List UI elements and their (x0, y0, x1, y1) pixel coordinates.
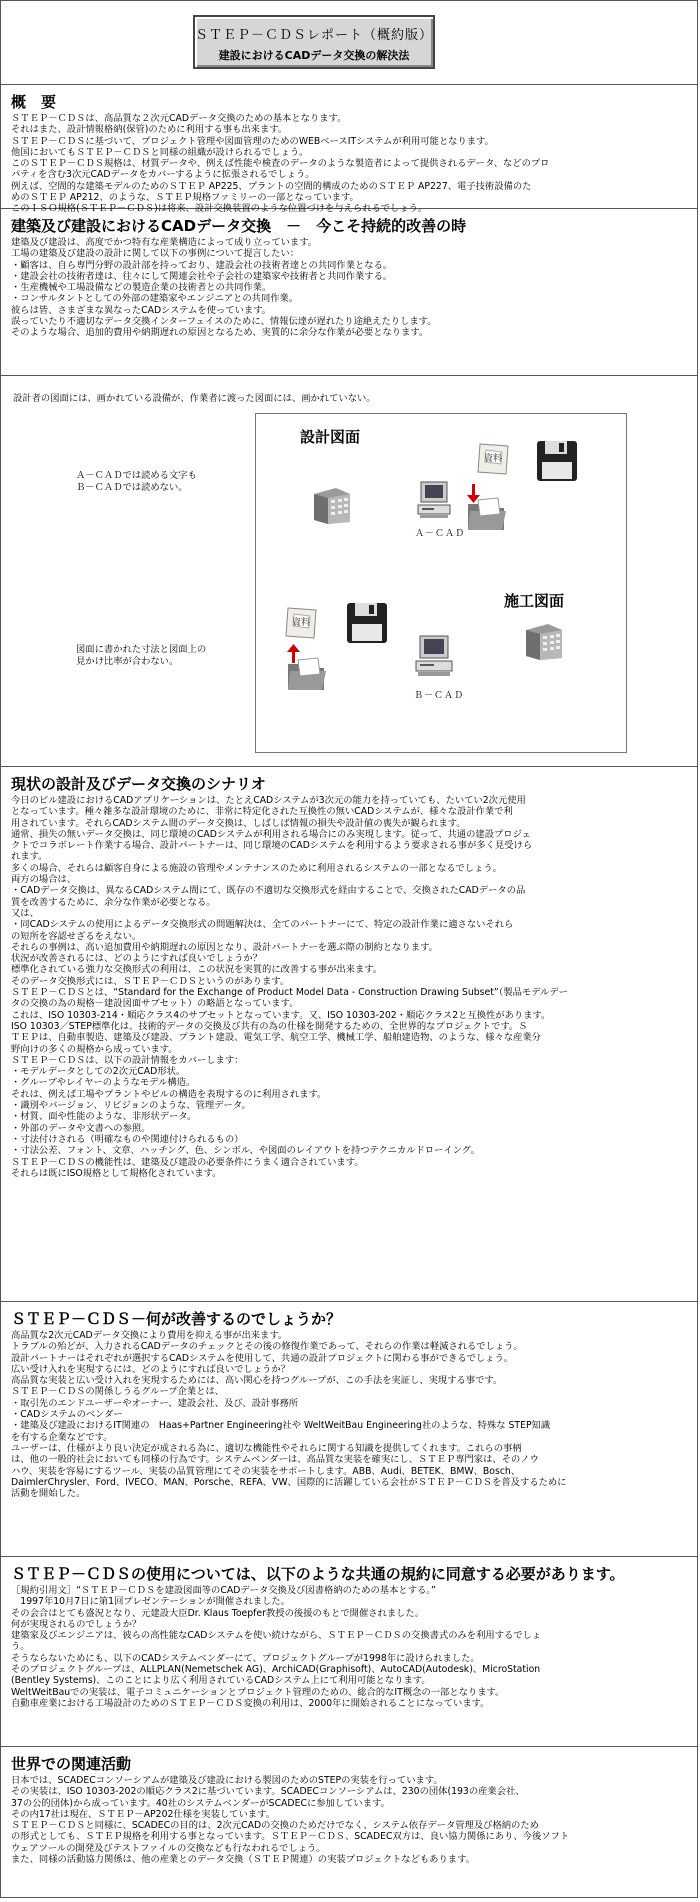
section-world-activities (1, 1747, 697, 1897)
text-line: を有する企業などです。 (11, 1431, 113, 1443)
section-current-scenario (1, 767, 697, 1302)
section-body (11, 113, 687, 215)
text-line: ＳＴＥＰ－ＣＤＳと同様に、SCADECの目的は、2次元CADの交換のためだけでなく、システム依存データ管理及び格納のため (11, 1820, 539, 1832)
section-body (11, 237, 687, 339)
text-line: トラブルの殆どが、入力されるCADデータのチェックとその後の修復作業であって、それらの作業は軽減されるでしょう。 (11, 1341, 523, 1353)
text-line: ISO 10303／STEP標準化は、技術的データの交換及び共有の為の仕様を開発するための、全世界的なプロジェクトです。Ｓ (11, 1020, 528, 1032)
text-line: ・モデルデータとしての2次元CAD形状。 (11, 1066, 186, 1078)
text-line: 又は、 (11, 907, 39, 919)
computer-icon (414, 634, 454, 678)
section-heading: 世界での関連活動 (11, 1755, 132, 1773)
section-construction-cad (1, 209, 697, 376)
section-overview (1, 85, 697, 215)
text-line: 質を改善するために、余分な作業が必要となる。 (11, 896, 216, 908)
text-line: これは、ISO 10303-214・順応クラス4のサブセットとなっています。又、ISO 10303-202・順応クラス2と互換性があります。 (11, 1009, 551, 1021)
text-line: それらの事例は、高い追加費用や納期遅れの原因となり、設計パートナーを選ぶ際の制約となります。 (11, 941, 438, 953)
text-line: 活動を開始した。 (11, 1488, 86, 1500)
text-line: このＳＴＥＰ－ＣＤＳ規格は、材質データや、例えば性能や検査のデータのような製造者によって提供されるデータ、などのプロ (11, 158, 550, 170)
text-line: そのような場合、追加的費用や納期遅れの原因となるため、実質的に余分な作業が必要となります。 (11, 327, 429, 339)
text-line: ウェアツールの開発及びテストファイルの交換なども行なわれるでしょう。 (11, 1842, 326, 1854)
text-line: ＳＴＥＰ－ＣＤＳは、高品質な２次元CADデータ交換のための基本となります。 (11, 113, 347, 124)
text-line: ＳＴＥＰ－ＣＤＳとは、“Standard for the Exchange of Product Model Data - Construction Drawing Subset”（製品モデルデー (11, 987, 568, 999)
diagram-intro: 設計者の図面には、画かれている設備が、作業者に渡った図面には、画かれていない。 (13, 393, 376, 404)
text-line: ・CADシステムのベンダー (11, 1409, 123, 1421)
text-line: 多くの場合、それらは顧客自身による施設の管理やメンテナンスのために利用されるシステムの一部となるでしょう。 (11, 862, 502, 874)
text-line: 標準化されている強力な交換形式の利用は、この状況を実質的に改善する事が出来ます。 (11, 964, 383, 976)
text-line: う。 (11, 1641, 30, 1653)
b-cad-label: Ｂ－ＣＡＤ (414, 691, 465, 701)
text-line: パティを含む3次元CADデータをカバーするように拡張されるでしょう。 (11, 169, 315, 181)
document-icon (474, 440, 514, 480)
building-icon (522, 620, 566, 662)
section-body (11, 1775, 687, 1865)
paper-tag-text: 資料 (483, 454, 503, 464)
text-line: ・建築及び建設におけるIT関連の Haas+Partner Engineering社や WeltWeitBau Engineering社のような、特殊な STEP知識 (11, 1420, 551, 1432)
text-line: 彼らは皆、さまざまな異なったCADシステムを使っています。 (11, 304, 272, 316)
text-line: 高品質な実装と広い受け入れを実現するためには、高い関心を持つグループが、この手法を実証し、実現する事です。 (11, 1375, 503, 1387)
text-line: ・寸法公差、フォント、文章、ハッチング、色、シンボル、や図面のレイアウトを持つテクニカルドローイング。 (11, 1145, 480, 1157)
note-line: 図面に書かれた寸法と図面上の (76, 644, 207, 655)
text-line: 1997年10月7日に第1回プレゼンテーションが開催されました。 (11, 1596, 290, 1608)
text-line: ・材質、面や性能のような、非形状データ。 (11, 1111, 197, 1123)
design-drawing-label: 設計図面 (300, 428, 361, 446)
section-diagram (1, 376, 697, 767)
computer-icon (416, 480, 452, 520)
note-dimension-mismatch (76, 644, 206, 668)
section-heading: ＳＴＥＰ－ＣＤＳの使用については、以下のような共通の規約に同意する必要があります。 (11, 1565, 625, 1583)
text-line: ＳＴＥＰ－ＣＤＳの関係しうるグループ企業とは、 (11, 1386, 225, 1398)
text-line: それらは既にISO規格として規格化されています。 (11, 1167, 222, 1179)
text-line: ・顧客は、自ら専門分野の設計部を持っており、建設会社の技術者達との共同作業となる。 (11, 259, 393, 271)
text-line: それは、例えば工場やプラントやビルの構造を表現するのに利用されます。 (11, 1088, 327, 1100)
text-line: ・グループやレイヤーのようなモデル構造。 (11, 1077, 196, 1089)
text-line: 37の公的団体)から成っています。40社のシステムベンダーがSCADECに参加しています。 (11, 1797, 390, 1809)
text-line: となっています。種々雑多な設計環境のために、非常に特定化された互換性の無いCADシステムが、様々な設計作業で利 (11, 806, 513, 818)
text-line: ＳＴＥＰ－ＣＤＳに基づいて、プロジェクト管理や図面管理のためのWEBベースITシステムが利用可能となります。 (11, 135, 494, 147)
text-line: ・生産機械や工場設備などの製造企業の技術者との共同作業。 (11, 282, 272, 294)
text-line: ・CADデータ交換は、異なるCADシステム間にて、既存の不適切な交換形式を経由することで、交換されたCADデータの品 (11, 885, 526, 897)
text-line: ＴＥＰは、自動車製造、建築及び建設、プラント建設、電気工学、航空工学、機械工学、船舶建造物、のような、様々な産業分 (11, 1032, 541, 1044)
text-line: 誤っていたり不適切なデータ交換インターフェイスのために、情報伝達が遅れたり途絶えたりします。 (11, 316, 437, 328)
text-line: ［規約引用文］“ＳＴＥＰ－ＣＤＳを建設図面等のCADデータ交換及び図書格納のための基本とする。” (11, 1585, 436, 1596)
text-line: WeltWeitBauでの実装は、電子コミュニケーションとプロジェクト管理のための、総合的なIT概念の一部となります。 (11, 1686, 505, 1698)
note-line: Ａ－ＣＡＤでは読める文字も (76, 470, 197, 481)
text-line: その実装は、ISO 10303-202の順応クラス2に基づいています。SCADECコンソーシアムは、230の団体(193の産業会社、 (11, 1786, 525, 1798)
document-icon (282, 604, 322, 644)
section-heading: ＳＴＥＰ－ＣＤＳ－何が改善するのでしょうか？ (11, 1310, 342, 1328)
text-line: 何が実現されるのでしょうか？ (11, 1618, 142, 1630)
text-line: タの交換の為の規格－建設図面サブセット）の略語となっています。 (11, 998, 299, 1010)
text-line: その会合はとても盛況となり、元建設大臣Dr. Klaus Toepfer教授の後援のもとで開催されました。 (11, 1607, 425, 1619)
text-line: は、他の一般的社会においても同様の行為です。システムベンダーは、高品質な実装を確実にし、ＳＴＥＰ専門家は、そのノウ (11, 1454, 539, 1466)
text-line: れます。 (11, 851, 48, 863)
section-heading: 現状の設計及びデータ交換のシナリオ (11, 775, 266, 793)
text-line: 日本では、SCADECコンソーシアムが建築及び建設における製図のためのSTEPの実装を行っています。 (11, 1775, 443, 1786)
section-body (11, 795, 687, 1179)
text-line: の形式としても、ＳＴＥＰ規格を利用する事となっています。ＳＴＥＰ－ＣＤＳ、SCADEC双方は、良い協力関係にあり、今後ソフト (11, 1831, 570, 1843)
text-line: の短所を容認せざるをえない。 (11, 930, 142, 942)
folder-icon (464, 484, 508, 532)
text-line: このＩＳＯ規格(ＳＴＥＰ－ＣＤＳ)は将来、設計交換装置のような位置づけを与えられるでしょう。 (11, 203, 428, 215)
section-what-improves (1, 1302, 697, 1557)
section-common-agreement (1, 1557, 697, 1747)
text-line: 広い受け入れを実現するには、どのようにすれば良いでしょうか？ (11, 1363, 290, 1375)
text-line: 設計パートナーはそれぞれが選択するCADシステムを使用して、共通の設計プロジェクトに関わる事ができるでしょう。 (11, 1352, 514, 1364)
text-line: ・コンサルタントとしての外部の建築家やエンジニアとの共同作業。 (11, 293, 299, 305)
construction-drawing-label: 施工図面 (504, 592, 565, 610)
text-line: そのプロジェクトグループは、ALLPLAN(Nemetschek AG)、ArchiCAD(Graphisoft)、AutoCAD(Autodesk)、MicroStation (11, 1664, 541, 1676)
floppy-disk-icon (534, 438, 580, 484)
note-line: Ｂ－ＣＡＤでは読めない。 (76, 482, 188, 493)
page-title: ＳＴＥＰ－ＣＤＳレポート（概約版） (195, 28, 434, 43)
text-line: DaimlerChrysler、Ford、IVECO、MAN、Porsche、REFA、VW、国際的に活躍している会社がＳＴＥＰ－ＣＤＳを普及するために (11, 1476, 567, 1488)
text-line: ・識別やバージョン、リビジョンのような、管理データ。 (11, 1100, 251, 1112)
text-line: 他国においてもＳＴＥＰ－ＣＤＳと同様の組織が設けられるでしょう。 (11, 146, 309, 158)
page-subtitle: 建設におけるCADデータ交換の解決法 (218, 49, 410, 62)
note-text-unreadable (76, 470, 197, 494)
folder-icon (284, 642, 328, 692)
text-line: 用されています。それらCADシステム間のデータ交換は、しばしば情報の損失や設計値の喪失が観られます。 (11, 817, 466, 829)
text-line: それはまた、設計情報格納(保管)のために利用する事も出来ます。 (11, 124, 288, 136)
text-line: 高品質な2次元CADデータ交換により費用を抑える事が出来ます。 (11, 1330, 288, 1341)
text-line: その内17社は現在、ＳＴＥＰ－AP202仕様を実装しています。 (11, 1808, 275, 1820)
section-body (11, 1585, 687, 1709)
paper-tag-text: 資料 (291, 618, 311, 628)
title-area (1, 1, 697, 85)
text-line: ・外部のデータや文書への参照。 (11, 1122, 151, 1134)
text-line: そのデータ交換形式には、ＳＴＥＰ－ＣＤＳというのがあります。 (11, 975, 290, 987)
text-line: ハウ、実装を容易にするツール、実装の品質管理にてその実装をサポートします。ABB、Audi、BETEK、BMW、Bosch、 (11, 1465, 521, 1477)
section-body (11, 1330, 687, 1499)
building-icon (310, 484, 354, 526)
a-cad-label: Ａ－ＣＡＤ (415, 529, 466, 539)
text-line: 野向けの多くの規格から成っています。 (11, 1043, 178, 1055)
diagram-frame (255, 413, 627, 753)
text-line: 例えば、空間的な建築モデルのためのＳＴＥＰ AP225、プラントの空間的構成のためのＳＴＥＰ AP227、電子技術設備のた (11, 180, 532, 192)
title-box (193, 15, 435, 69)
text-line: 自動車産業における工場設計のためのＳＴＥＰ－ＣＤＳ変換の利用は、2000年に開始されることになっています。 (11, 1697, 490, 1709)
text-line: 工場の建築及び建設の設計に関して以下の事例について提言したい： (11, 248, 300, 260)
text-line: ユーザーは、仕様がより良い決定が成される為に、適切な機能性やそれらに関する知識を提供してくれます。これらの事柄 (11, 1442, 522, 1454)
text-line: 両方の場合は、 (11, 874, 77, 886)
text-line: めのＳＴＥＰ AP212、のような、ＳＴＥＰ規格ファミリーの一部となっています。 (11, 192, 359, 204)
text-line: 建築家及びエンジニアは、彼らの高性能なCADシステムを使い続けながら、ＳＴＥＰ－ＣＤＳの交換書式のみを利用するでしょ (11, 1630, 542, 1642)
text-line: ・建設会社の技術者達は、往々にして関連会社や子会社の建築家や技術者と共同作業する。 (11, 270, 393, 282)
note-line: 見かけ比率が合わない。 (76, 656, 179, 667)
text-line: そうならないためにも、以下のCADシステムベンダーにて、プロジェクトグループが1998年に設けられました。 (11, 1652, 480, 1664)
section-heading: 建築及び建設におけるCADデータ交換 － 今こそ持続的改善の時 (11, 217, 467, 235)
text-line: 建築及び建設は、高度でかつ特有な産業構造によって成り立っています。 (11, 237, 318, 248)
text-line: クトでコラボレート作業する場合、設計パートナーは、同じ環境のCADシステムを利用するよう要求される事が多く見受けら (11, 840, 533, 852)
text-line: (Bentley Systems)、このことにより広く利用されているCADシステム上にて利用可能となります。 (11, 1675, 431, 1687)
text-line: ・同CADシステムの使用によるデータ交換形式の問題解決は、全てのパートナーにて、特定の設計作業に適さないそれら (11, 919, 514, 931)
text-line: 通常、損失の無いデータ交換は、同じ環境のCADシステムが利用される場合にのみ実現します。従って、共通の建設プロジェ (11, 828, 531, 840)
text-line: ＳＴＥＰ－ＣＤＳは、以下の設計情報をカバーします： (11, 1054, 244, 1066)
text-line: ・寸法付けされる（明確なものや関連付けられるもの） (11, 1133, 244, 1145)
text-line: また、同様の活動協力関係は、他の産業とのデータ交換（ＳＴＥＰ関連）の実装プロジェクトなどもあります。 (11, 1854, 475, 1866)
text-line: ・取引先のエンドユーザーやオーナー、建設会社、及び、設計事務所 (11, 1397, 299, 1409)
text-line: ＳＴＥＰ－ＣＤＳの機能性は、建築及び建設の必要条件にうまく適合されています。 (11, 1156, 364, 1168)
floppy-disk-icon (344, 600, 390, 646)
section-heading: 概 要 (11, 93, 57, 111)
text-line: 今日のビル建設におけるCADアプリケーションは、たとえCADシステムが3次元の能力を持っていても、たいてい2次元使用 (11, 795, 526, 806)
text-line: 状況が改善されるには、どのようにすれば良いでしょうか？ (11, 953, 263, 965)
